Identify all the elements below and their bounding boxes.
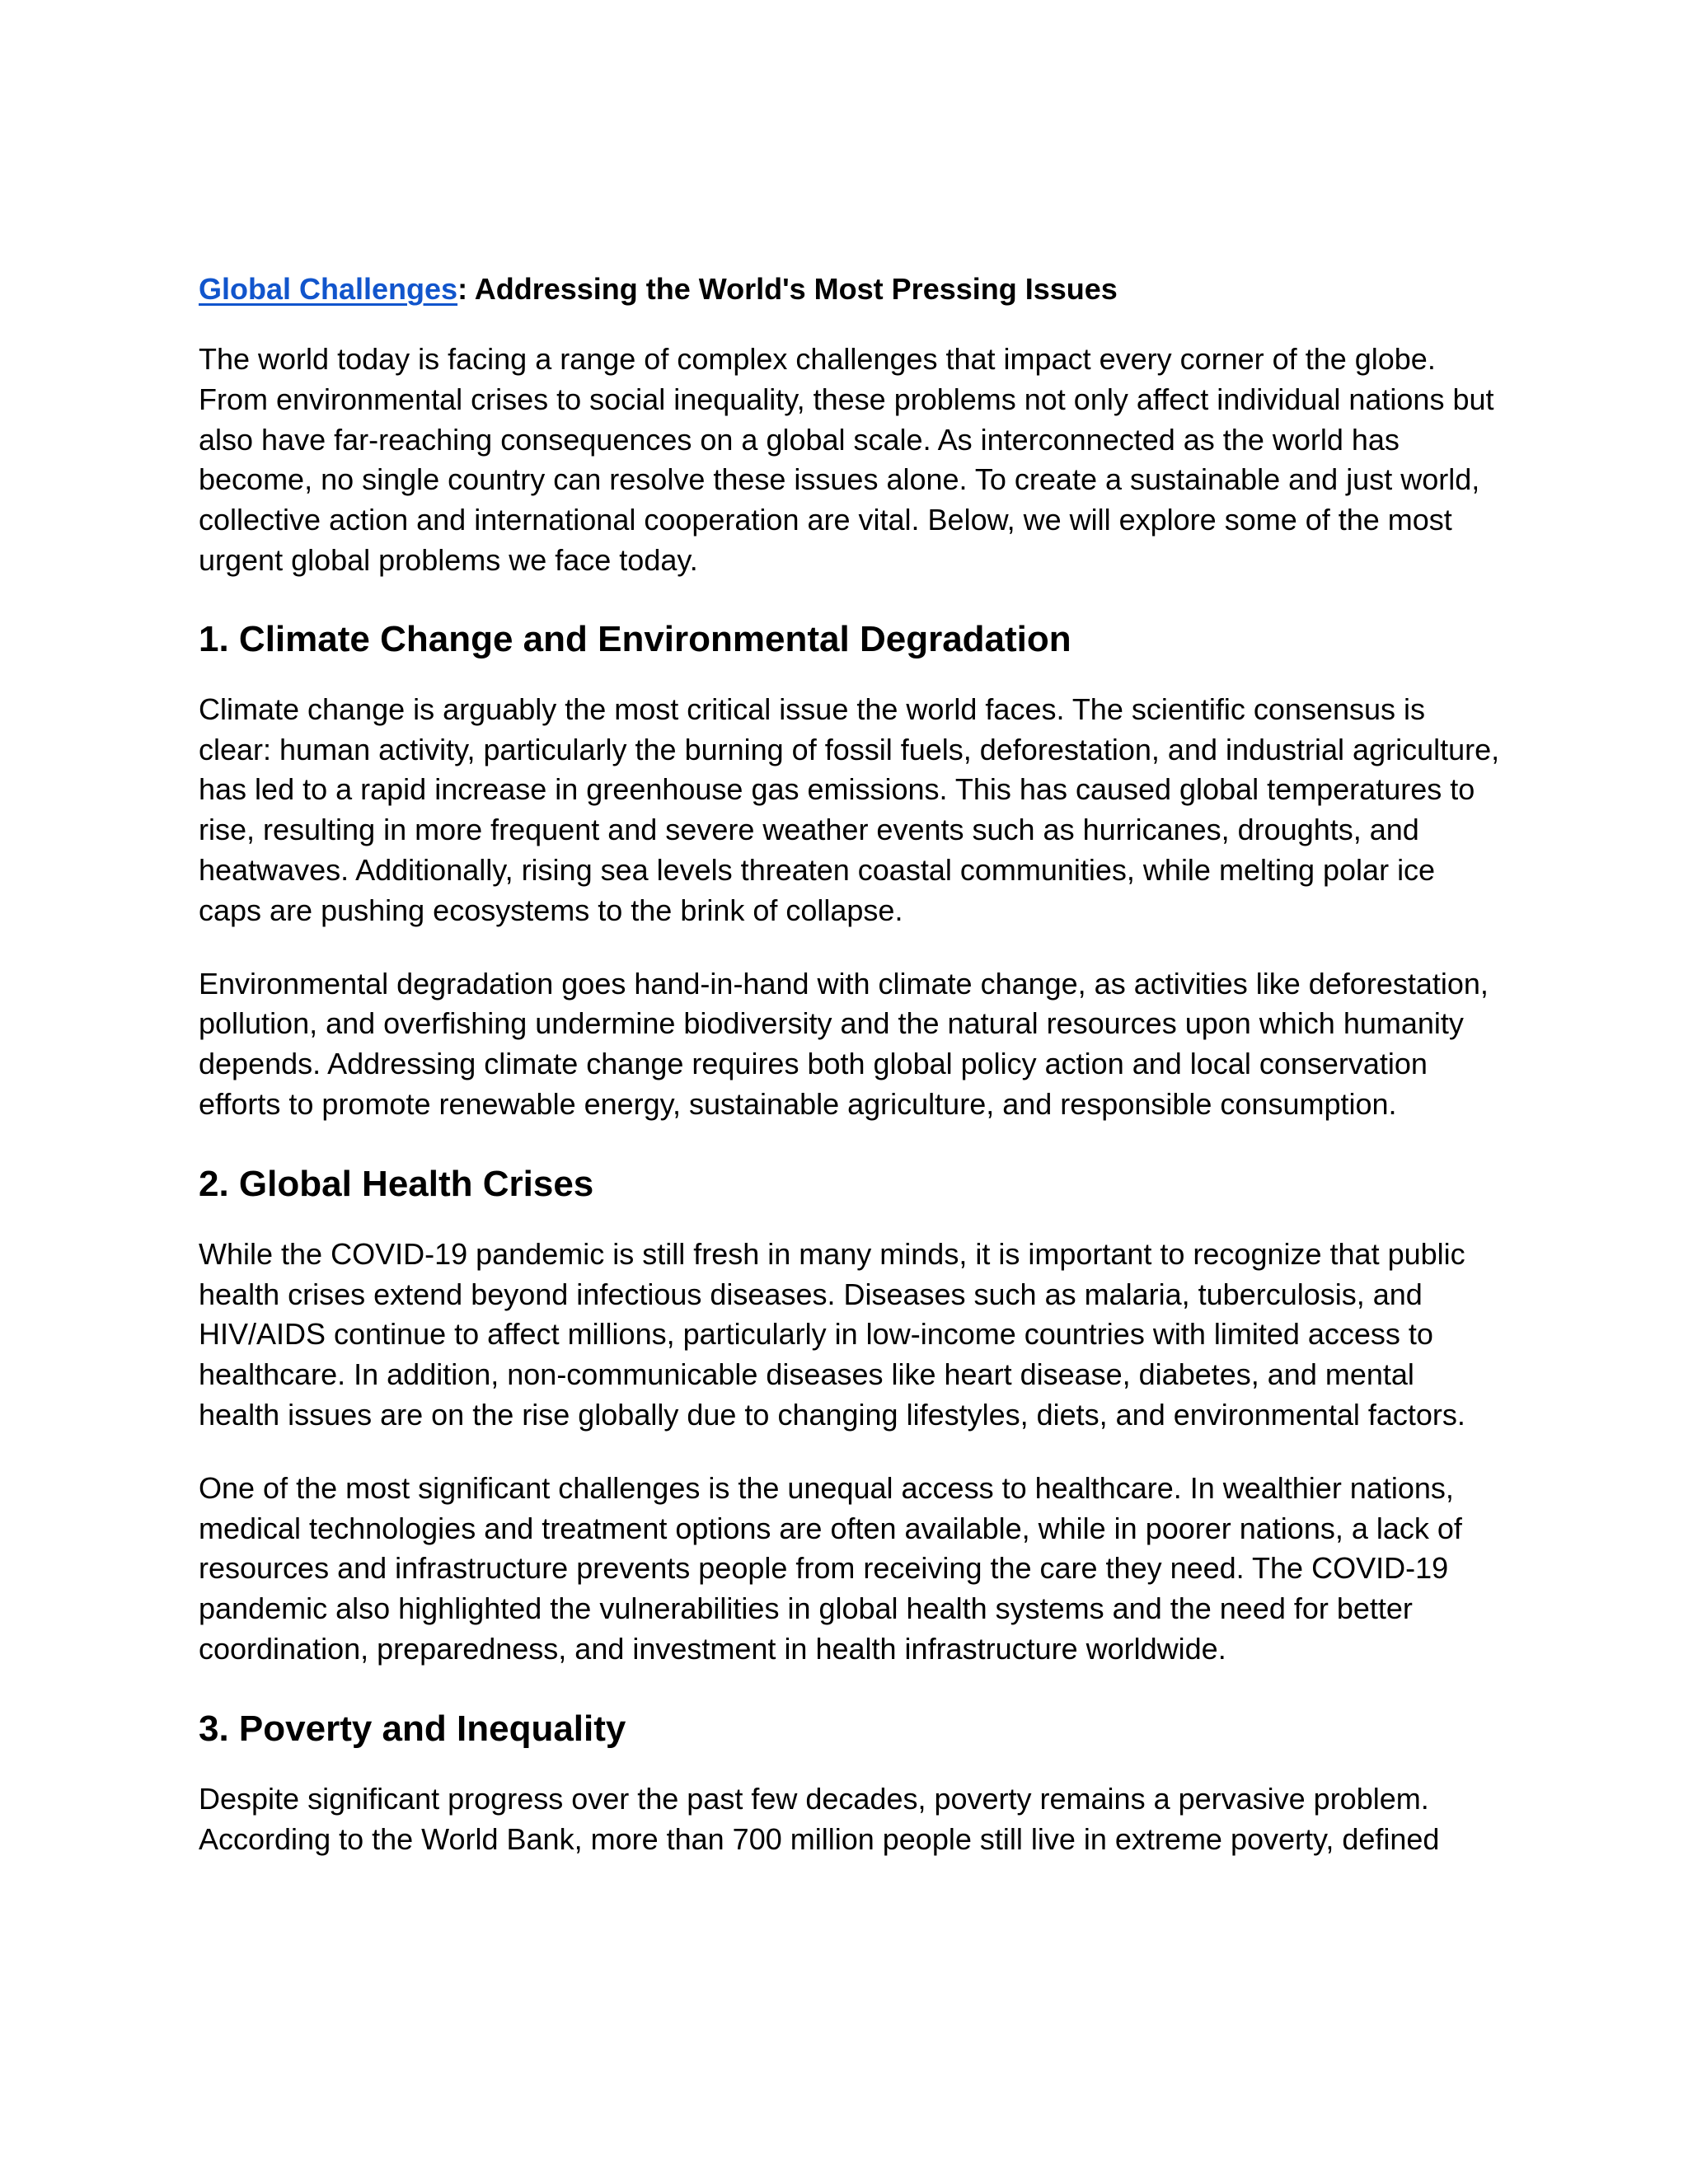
section-heading-health: 2. Global Health Crises — [199, 1163, 594, 1204]
section-heading-climate: 1. Climate Change and Environmental Degradation — [199, 618, 1071, 659]
global-challenges-link[interactable]: Global Challenges — [199, 272, 458, 306]
document-page — [199, 269, 1501, 1859]
poverty-paragraph-1: Despite significant progress over the past few decades, poverty remains a pervasive problem. According to the World Bank, more than 700 million people still live in extreme poverty, defined — [199, 1781, 1440, 1856]
document-title — [199, 269, 1501, 310]
climate-paragraph-1: Climate change is arguably the most critical issue the world faces. The scientific consensus is clear: human activity, particularly the burning of fossil fuels, deforestation, and industrial agriculture, has led to a rapid increase in greenhouse gas emissions. This has caused global temperatures to rise, resulting in more frequent and severe weather events such as hurricanes, droughts, and heatwaves. Additionally, rising sea levels threaten coastal communities, while melting polar ice caps are pushing ecosystems to the brink of collapse. — [199, 691, 1500, 927]
section-heading-poverty: 3. Poverty and Inequality — [199, 1708, 626, 1749]
health-paragraph-1: While the COVID-19 pandemic is still fresh in many minds, it is important to recognize that public health crises extend beyond infectious diseases. Diseases such as malaria, tuberculosis, and HIV/AIDS continue to affect millions, particularly in low-income countries with limited access to healthcare. In addition, non-communicable diseases like heart disease, diabetes, and mental health issues are on the rise globally due to changing lifestyles, diets, and environmental factors. — [199, 1236, 1465, 1432]
intro-paragraph: The world today is facing a range of complex challenges that impact every corner of the globe. From environmental crises to social inequality, these problems not only affect individual nations but also have far-reaching consequences on a global scale. As interconnected as the world has become, no single country can resolve these issues alone. To create a sustainable and just world, collective action and international cooperation are vital. Below, we will explore some of the most urgent global problems we face today. — [199, 342, 1494, 577]
climate-paragraph-2: Environmental degradation goes hand-in-hand with climate change, as activities like deforestation, pollution, and overfishing undermine biodiversity and the natural resources upon which humanity depends. Addressing climate change requires both global policy action and local conservation efforts to promote renewable energy, sustainable agriculture, and responsible consumption. — [199, 966, 1489, 1121]
document-title-rest: : Addressing the World's Most Pressing Issues — [457, 272, 1118, 306]
health-paragraph-2: One of the most significant challenges is the unequal access to healthcare. In wealthier nations, medical technologies and treatment options are often available, while in poorer nations, a lack of resources and infrastructure prevents people from receiving the care they need. The COVID-19 pandemic also highlighted the vulnerabilities in global health systems and the need for better coordination, preparedness, and investment in health infrastructure worldwide. — [199, 1470, 1462, 1666]
